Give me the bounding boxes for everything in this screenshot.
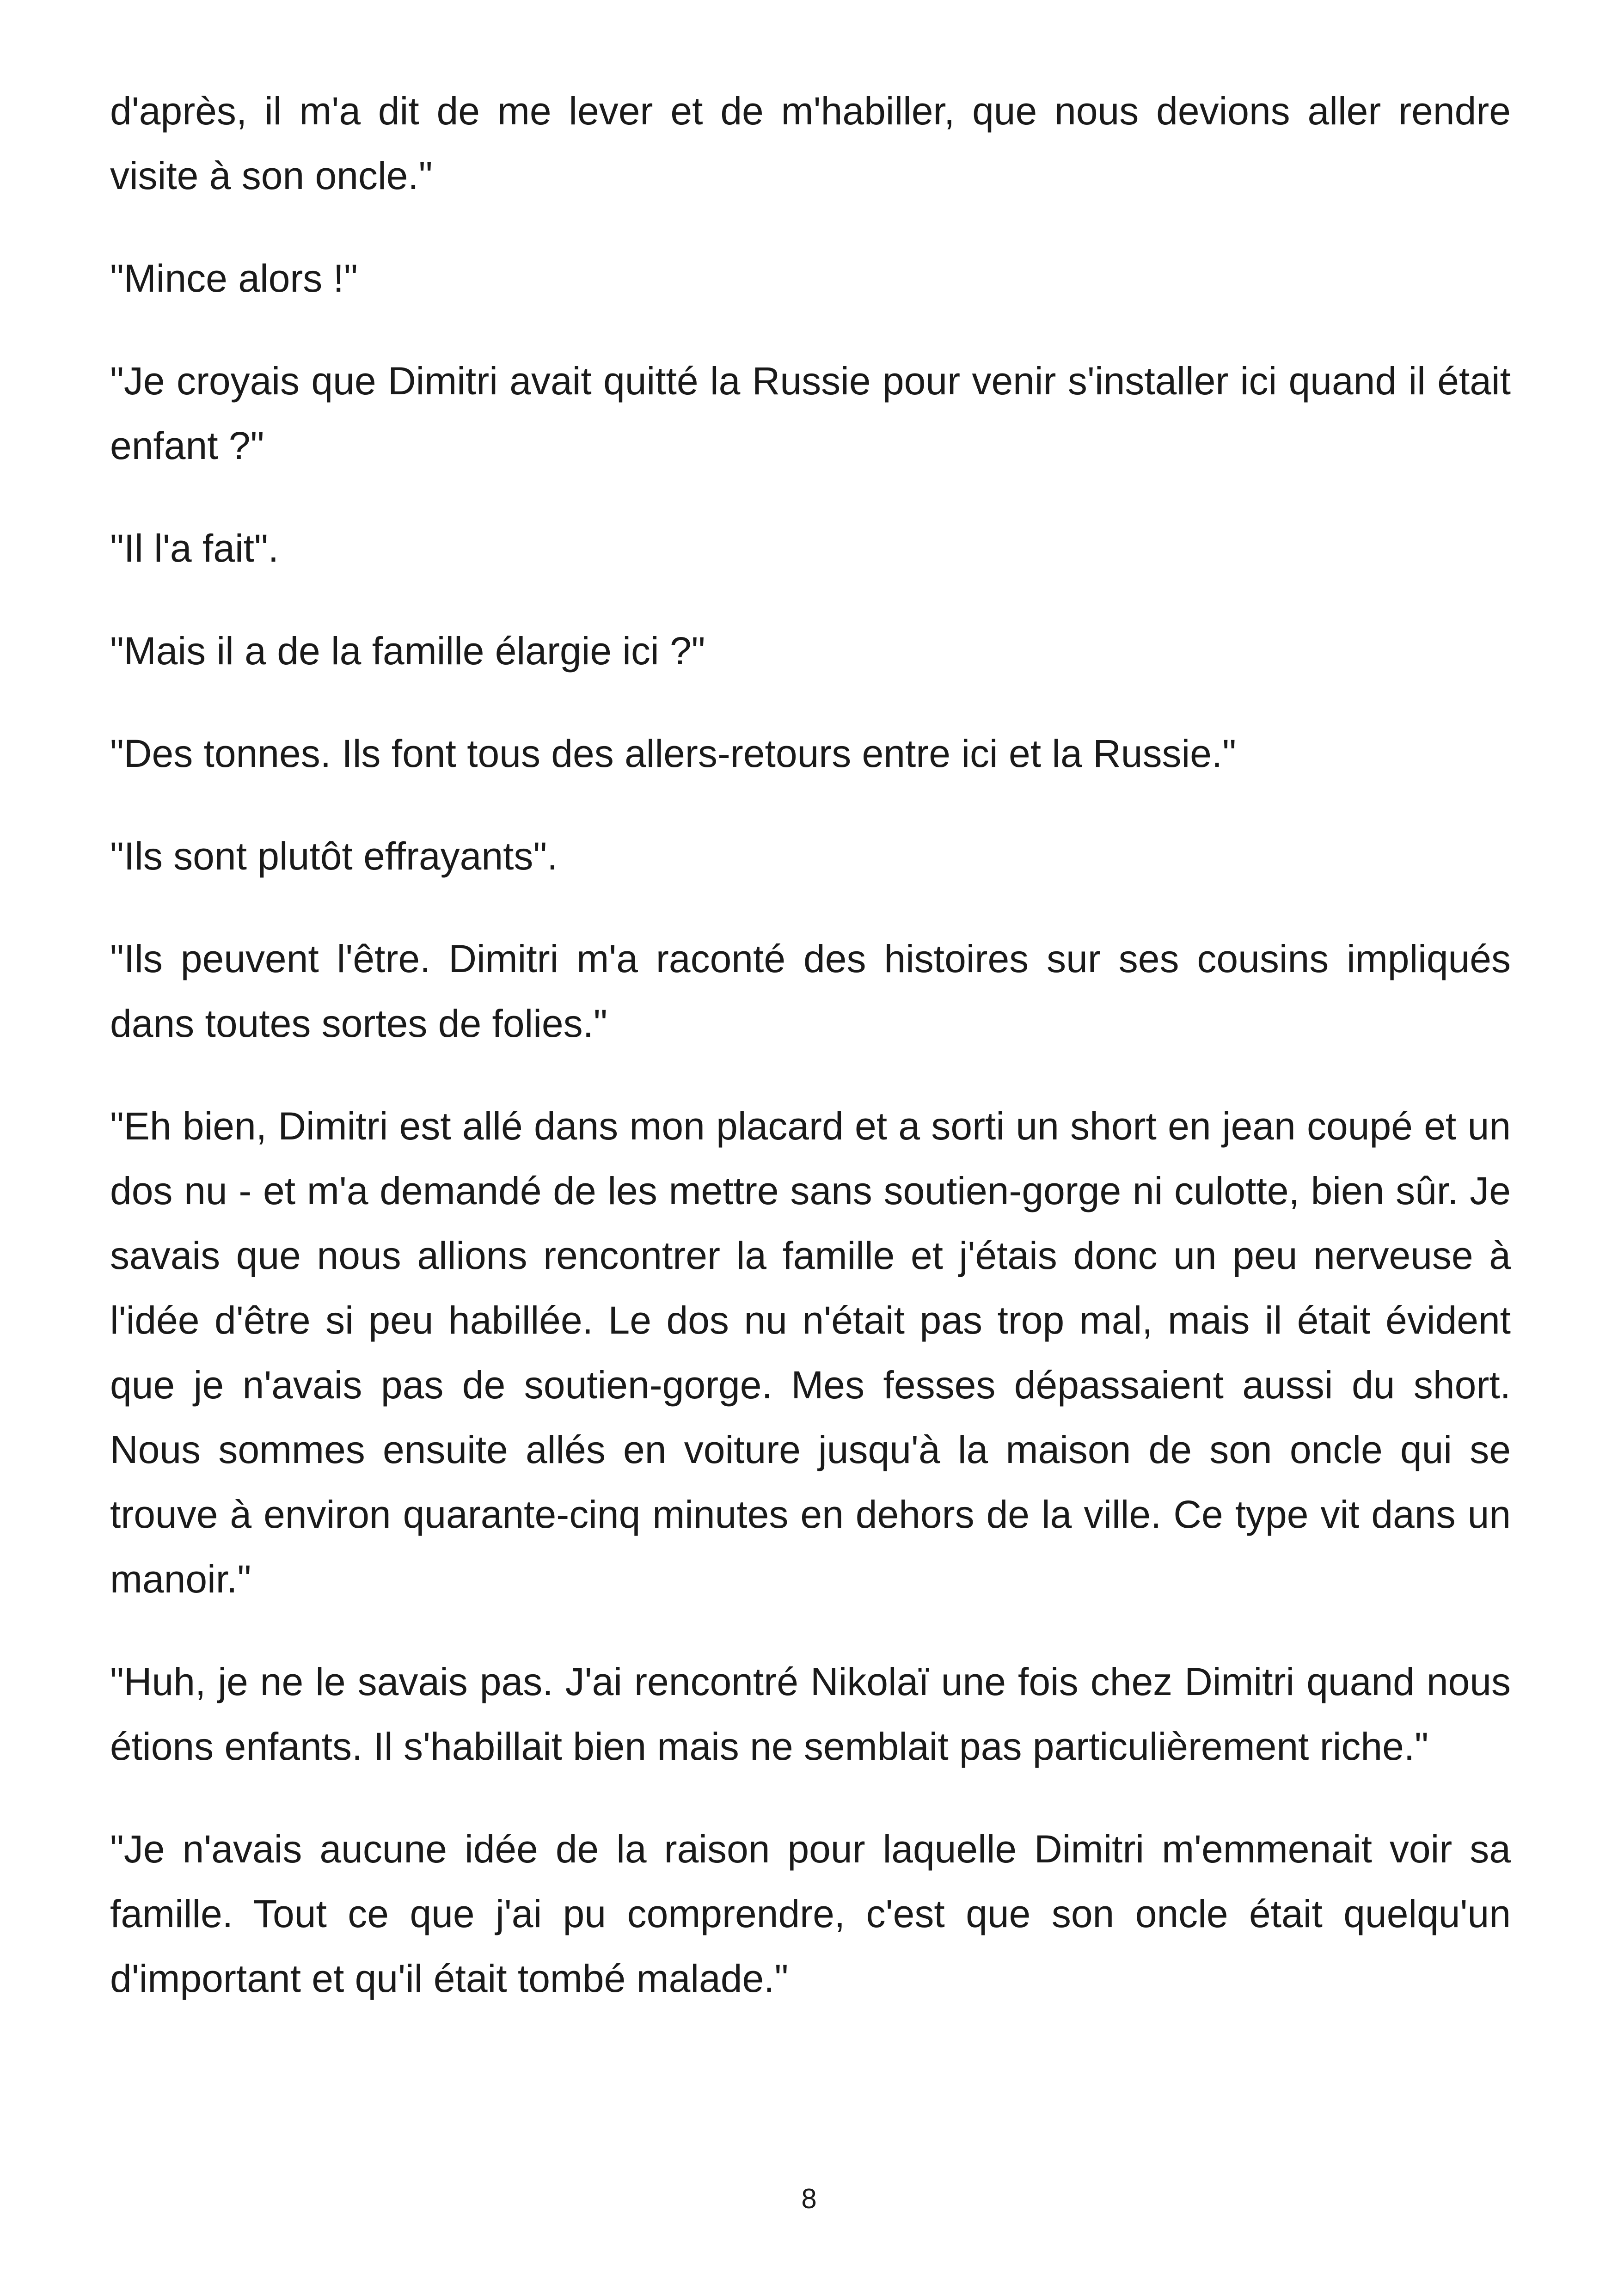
paragraph: "Mais il a de la famille élargie ici ?" xyxy=(110,629,705,673)
paragraph: "Ils peuvent l'être. Dimitri m'a raconté des histoires sur ses cousins impliqués dans toutes sortes de folies." xyxy=(110,937,1511,1045)
paragraph: d'après, il m'a dit de me lever et de m'habiller, que nous devions aller rendre visite à son oncle." xyxy=(110,89,1511,197)
paragraph: "Ils sont plutôt effrayants". xyxy=(110,834,558,878)
paragraph: "Des tonnes. Ils font tous des allers-retours entre ici et la Russie." xyxy=(110,732,1237,775)
paragraph: "Mince alors !" xyxy=(110,257,358,300)
paragraph: "Il l'a fait". xyxy=(110,527,279,570)
body-text xyxy=(110,79,1511,2049)
page-number: 8 xyxy=(801,2183,817,2214)
paragraph: "Eh bien, Dimitri est allé dans mon placard et a sorti un short en jean coupé et un dos nu - et m'a demandé de les mettre sans soutien-gorge ni culotte, bien sûr. Je savais que nous allions rencontrer la famille et j'étais donc un peu nerveuse à l'idée d'être si peu habillée. Le dos nu n'était pas trop mal, mais il était évident que je n'avais pas de soutien-gorge. Mes fesses dépassaient aussi du short. Nous sommes ensuite allés en voiture jusqu'à la maison de son oncle qui se trouve à environ quarante-cinq minutes en dehors de la ville. Ce type vit dans un manoir." xyxy=(110,1104,1511,1601)
paragraph: "Je croyais que Dimitri avait quitté la Russie pour venir s'installer ici quand il était enfant ?" xyxy=(110,359,1511,467)
paragraph: "Huh, je ne le savais pas. J'ai rencontré Nikolaï une fois chez Dimitri quand nous étions enfants. Il s'habillait bien mais ne semblait pas particulièrement riche." xyxy=(110,1660,1511,1768)
paragraph: "Je n'avais aucune idée de la raison pour laquelle Dimitri m'emmenait voir sa famille. Tout ce que j'ai pu comprendre, c'est que son oncle était quelqu'un d'important et qu'il était tombé malade." xyxy=(110,1827,1511,2000)
